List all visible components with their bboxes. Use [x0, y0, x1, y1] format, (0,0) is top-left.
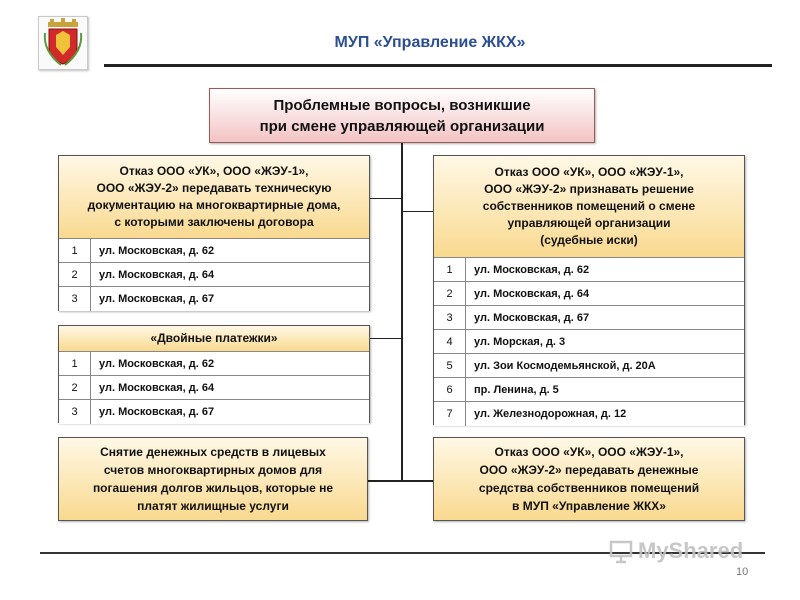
header-line: собственников помещений о смене — [482, 199, 696, 213]
text-line: ООО «ЖЭУ-2» передавать денежные — [479, 463, 699, 477]
text-line: Снятие денежных средств в лицевых — [100, 445, 326, 459]
connector-left-3 — [368, 480, 402, 482]
header-line: ООО «ЖЭУ-2» признавать решение — [484, 182, 694, 196]
row-address: ул. Московская, д. 64 — [99, 268, 215, 281]
header-line: Отказ ООО «УК», ООО «ЖЭУ-1», — [494, 165, 684, 179]
connector-left-2 — [370, 338, 402, 339]
text-line: платят жилищные услуги — [137, 499, 289, 513]
row-number: 1 — [59, 352, 91, 375]
text-line: в МУП «Управление ЖКХ» — [512, 499, 666, 513]
row-address: ул. Московская, д. 62 — [99, 357, 215, 370]
header-line: ООО «ЖЭУ-2» передавать техническую — [96, 181, 332, 195]
tech-docs-refusal-header — [59, 156, 369, 239]
row-number: 1 — [434, 258, 466, 281]
table-row — [434, 282, 744, 306]
header-divider — [104, 64, 772, 67]
row-number: 1 — [59, 239, 91, 262]
tech-docs-refusal-box — [58, 155, 370, 311]
header-line: Отказ ООО «УК», ООО «ЖЭУ-1», — [119, 164, 309, 178]
table-row — [59, 239, 369, 263]
table-row — [434, 378, 744, 402]
connector-trunk — [401, 143, 403, 480]
funds-transfer-refusal-text — [434, 438, 744, 520]
header-line: управляющей организации — [507, 216, 671, 230]
row-address: ул. Московская, д. 64 — [474, 287, 590, 300]
row-number: 4 — [434, 330, 466, 353]
watermark-text: MyShared — [638, 538, 744, 563]
funds-transfer-refusal-box — [433, 437, 745, 521]
table-row — [434, 330, 744, 354]
funds-withdrawal-box — [58, 437, 368, 521]
row-number: 3 — [434, 306, 466, 329]
text-line: счетов многоквартирных домов для — [103, 463, 323, 477]
row-address: ул. Московская, д. 64 — [99, 381, 215, 394]
header-line: (судебные иски) — [540, 233, 638, 247]
table-row — [434, 258, 744, 282]
court-claims-header — [434, 156, 744, 258]
central-topic-box — [209, 88, 595, 143]
table-row — [59, 376, 369, 400]
connector-right-1 — [402, 211, 433, 212]
table-row — [59, 263, 369, 287]
coat-of-arms-icon — [38, 16, 88, 70]
row-address: ул. Московская, д. 67 — [474, 311, 590, 324]
text-line: Отказ ООО «УК», ООО «ЖЭУ-1», — [494, 445, 684, 459]
table-row — [59, 400, 369, 424]
table-row — [59, 352, 369, 376]
table-row — [434, 402, 744, 426]
row-number: 2 — [59, 376, 91, 399]
text-line: погашения долгов жильцов, которые не — [92, 481, 334, 495]
row-number: 2 — [434, 282, 466, 305]
connector-right-2 — [402, 480, 433, 482]
table-row — [59, 287, 369, 311]
row-address: пр. Ленина, д. 5 — [474, 383, 559, 396]
row-address: ул. Московская, д. 62 — [99, 244, 215, 257]
central-topic-line-1: Проблемные вопросы, возникшие — [273, 96, 531, 114]
row-number: 3 — [59, 400, 91, 424]
page-title: МУП «Управление ЖКХ» — [334, 34, 526, 51]
funds-withdrawal-text — [59, 438, 367, 520]
double-payments-header: «Двойные платежки» — [59, 326, 369, 352]
connector-left-1 — [370, 198, 402, 199]
row-address: ул. Московская, д. 67 — [99, 293, 215, 305]
header-line: документацию на многоквартирные дома, — [87, 198, 341, 212]
row-address: ул. Морская, д. 3 — [474, 335, 566, 348]
row-number: 3 — [59, 287, 91, 311]
page-number: 10 — [736, 566, 749, 578]
row-address: ул. Железнодорожная, д. 12 — [474, 408, 627, 420]
row-number: 5 — [434, 354, 466, 377]
court-claims-box — [433, 155, 745, 425]
double-payments-box — [58, 325, 370, 423]
table-row — [434, 354, 744, 378]
row-number: 7 — [434, 402, 466, 426]
presentation-icon — [608, 538, 634, 564]
header-line: с которыми заключены договора — [114, 215, 314, 229]
table-row — [434, 306, 744, 330]
row-number: 6 — [434, 378, 466, 401]
text-line: средства собственников помещений — [478, 481, 700, 495]
watermark — [608, 538, 743, 564]
row-address: ул. Московская, д. 67 — [99, 406, 215, 418]
row-number: 2 — [59, 263, 91, 286]
row-address: ул. Зои Космодемьянской, д. 20А — [474, 359, 656, 372]
central-topic-line-2: при смене управляющей организации — [259, 117, 545, 135]
row-address: ул. Московская, д. 62 — [474, 263, 590, 276]
